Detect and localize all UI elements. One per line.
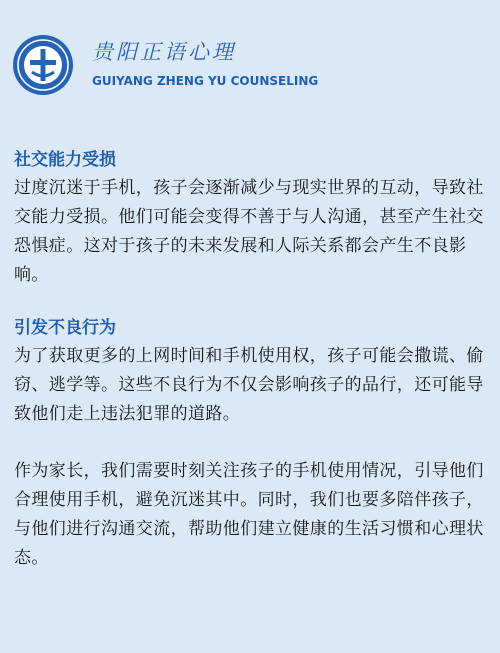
section-heading-behavior: 引发不良行为 <box>14 318 116 338</box>
header <box>12 34 488 98</box>
section-paragraph-behavior: 为了获取更多的上网时间和手机使用权，孩子可能会撒谎、偷窃、逃学等。这些不良行为不仅会影响孩子的品行，还可能导致他们走上违法犯罪的道路。 <box>14 346 484 424</box>
closing-paragraph: 作为家长，我们需要时刻关注孩子的手机使用情况，引导他们合理使用手机，避免沉迷其中。同时，我们也要多陪伴孩子，与他们进行沟通交流，帮助他们建立健康的生活习惯和心理状态。 <box>14 461 484 568</box>
brand-name-chinese: 贵阳正语心理 <box>92 40 236 64</box>
brand-name-english: GUIYANG ZHENG YU COUNSELING <box>92 74 319 88</box>
logo-emblem-icon <box>12 34 74 96</box>
section-paragraph-social: 过度沉迷于手机，孩子会逐渐减少与现实世界的互动，导致社交能力受损。他们可能会变得不善于与人沟通，甚至产生社交恐惧症。这对于孩子的未来发展和人际关系都会产生不良影响。 <box>14 178 484 285</box>
article-body <box>14 146 490 573</box>
section-heading-social: 社交能力受损 <box>14 150 116 170</box>
